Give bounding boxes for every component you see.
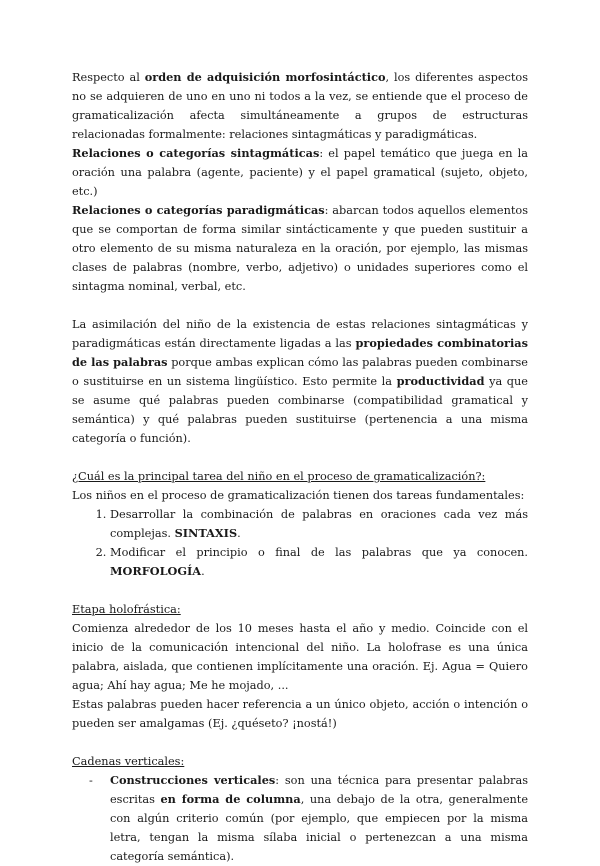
heading-etapa-holofrastica: Etapa holofrástica:	[72, 603, 181, 616]
paragraph-amalgamas: Estas palabras pueden hacer referencia a un único objeto, acción o intención o pueden ser amalgamas (Ej. ¿quéseto? ¡nostá!)	[72, 698, 528, 730]
text: La asimilación del niño de la existencia de estas relaciones sintagmáticas y paradigmáticas están directamente ligadas a las	[72, 318, 528, 350]
text: ya que se asume qué palabras pueden combinarse (compatibilidad gramatical y semántica) y qué palabras pueden sustituirse (pertenencia a una misma categoría o función).	[72, 375, 528, 445]
text: : el papel temático que juega en la oración una palabra (agente, paciente) y el papel gramatical (sujeto, objeto, etc.)	[72, 147, 528, 198]
blank-line	[72, 581, 528, 600]
heading-principal-tarea: ¿Cuál es la principal tarea del niño en el proceso de gramaticalización?:	[72, 470, 486, 483]
bold-term: Construcciones verticales	[110, 773, 276, 787]
paragraph-holofrase: Comienza alrededor de los 10 meses hasta el año y medio. Coincide con el inicio de la comunicación intencional del niño. La holofrase es una única palabra, aislada, que contienen implícitamente una oración. Ej. Agua = Quiero agua; Ahí hay agua; Me he mojado, ...	[72, 622, 528, 692]
bold-term: Relaciones o categorías sintagmáticas	[72, 146, 320, 160]
list-item	[89, 771, 529, 866]
bold-term: SINTAXIS	[174, 526, 238, 540]
bold-term: propiedades combinatorias de las palabras	[72, 336, 528, 369]
bold-term: en forma de columna	[160, 792, 301, 806]
text: porque ambas explican cómo las palabras pueden combinarse o sustituirse en un sistema lingüístico. Esto permite la	[72, 356, 528, 388]
dash-list	[72, 771, 528, 866]
bold-term: orden de adquisición morfosintáctico	[144, 70, 386, 84]
text: , una debajo de la otra, generalmente con algún criterio común (por ejemplo, que empiecen por la misma letra, tengan la misma sílaba inicial o pertenezcan a una misma categoría semántica).	[110, 793, 529, 863]
tasks-list	[72, 505, 528, 581]
bold-term: MORFOLOGÍA	[110, 564, 202, 578]
text: Modificar el principio o final de las palabras que ya conocen.	[110, 546, 528, 559]
paragraph-adquisicion	[72, 68, 528, 144]
blank-line	[72, 448, 528, 467]
bold-term: Relaciones o categorías paradigmáticas	[72, 203, 325, 217]
blank-line	[72, 733, 528, 752]
text: : abarcan todos aquellos elementos que se comportan de forma similar sintácticamente y que pueden sustituir a otro elemento de su misma naturaleza en la oración, por ejemplo, las mismas clases de palabras (nombre, verbo, adjetivo) o unidades superiores como el sintagma nominal, verbal, etc.	[72, 204, 528, 293]
text: Desarrollar la combinación de palabras en oraciones cada vez más complejas.	[110, 508, 528, 540]
dash-bullet: -	[89, 774, 93, 787]
text: , los diferentes aspectos no se adquieren de uno en uno ni todos a la vez, se entiende que el proceso de gramaticalización afecta simultáneamente a grupos de estructuras relacionadas formalmente: relaciones sintagmáticas y paradigmáticas.	[72, 71, 528, 141]
text: : son una técnica para presentar palabras escritas	[110, 774, 528, 806]
paragraph-dos-tareas: Los niños en el proceso de gramaticalización tienen dos tareas fundamentales:	[72, 489, 525, 502]
heading-cadenas-verticales: Cadenas verticales:	[72, 755, 185, 768]
paragraph-asimilacion	[72, 315, 528, 448]
paragraph-paradigmaticas	[72, 201, 528, 296]
list-item	[110, 505, 528, 543]
text: Respecto al	[72, 71, 145, 84]
paragraph-sintagmaticas	[72, 144, 528, 201]
blank-line	[72, 296, 528, 315]
text: .	[237, 527, 241, 540]
list-item	[110, 543, 528, 581]
text: .	[201, 565, 205, 578]
bold-term: productividad	[396, 374, 485, 388]
